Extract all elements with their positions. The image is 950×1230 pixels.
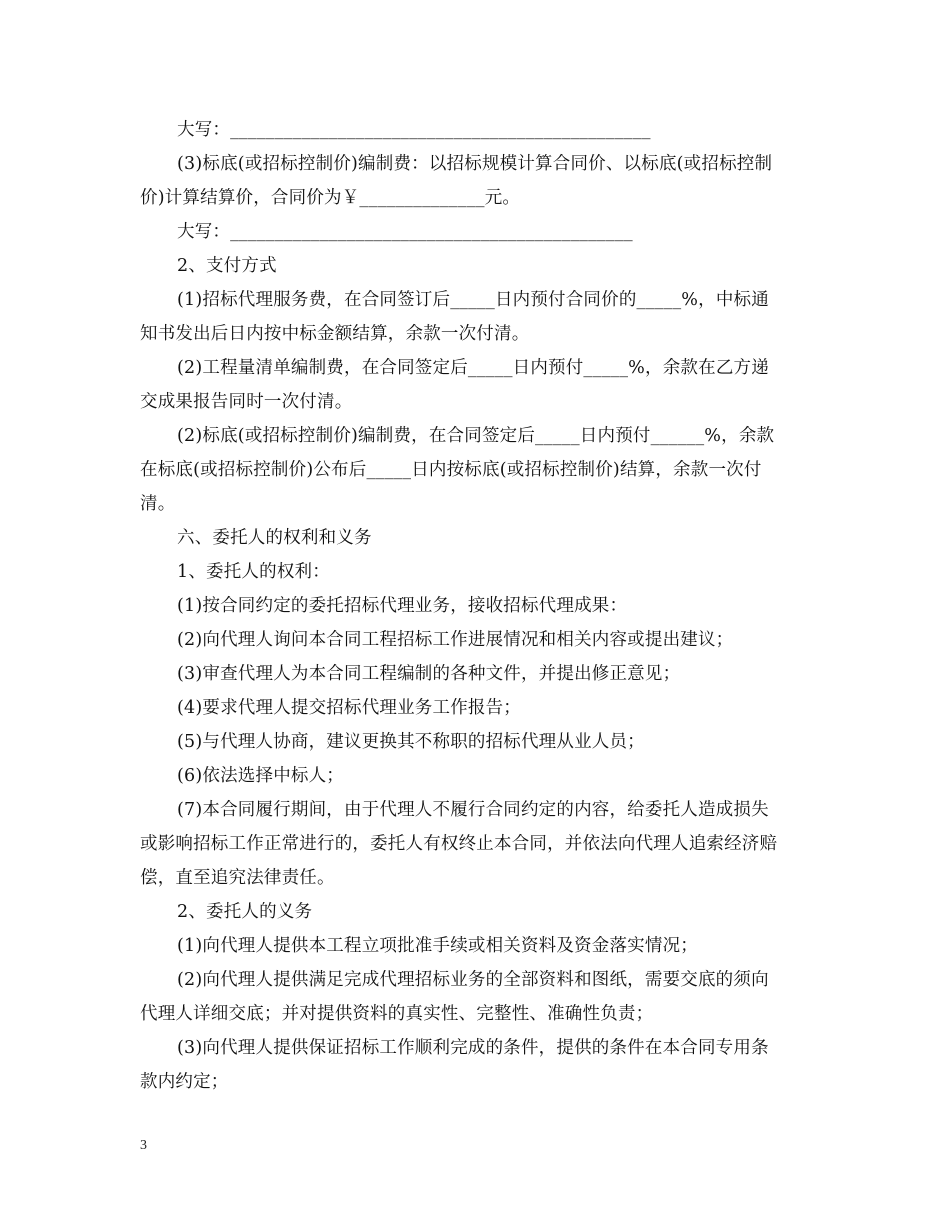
list-item: (2)向代理人提供满足完成代理招标业务的全部资料和图纸，需要交底的须向 xyxy=(177,970,769,990)
document-body xyxy=(140,113,812,1099)
text-line: (1)招标代理服务费，在合同签订后_____日内预付合同价的_____%，中标通 xyxy=(177,290,769,310)
text-line: 偿，直至追究法律责任。 xyxy=(140,868,335,888)
text-line: 在标底(或招标控制价)公布后_____日内按标底(或招标控制价)结算，余款一次付 xyxy=(140,460,762,480)
list-item: (6)依法选择中标人； xyxy=(177,766,344,786)
list-item: (1)按合同约定的委托招标代理业务，接收招标代理成果： xyxy=(177,596,628,616)
list-item: (5)与代理人协商，建议更换其不称职的招标代理从业人员； xyxy=(177,732,645,752)
text-line: 大写：_______________________________________________ xyxy=(177,120,651,140)
section-heading: 六、委托人的权利和义务 xyxy=(177,528,372,548)
list-item: (4)要求代理人提交招标代理业务工作报告； xyxy=(177,698,521,718)
text-line: 知书发出后日内按中标金额结算，余款一次付清。 xyxy=(140,324,530,344)
text-line: 或影响招标工作正常进行的，委托人有权终止本合同，并依法向代理人追索经济赔 xyxy=(140,834,778,854)
text-line: 大写：_____________________________________________ xyxy=(177,222,633,242)
page-number: 3 xyxy=(140,1138,147,1153)
list-item: (1)向代理人提供本工程立项批准手续或相关资料及资金落实情况； xyxy=(177,936,698,956)
text-line: (3)标底(或招标控制价)编制费：以招标规模计算合同价、以标底(或招标控制 xyxy=(177,154,773,174)
list-item: (3)审查代理人为本合同工程编制的各种文件，并提出修正意见； xyxy=(177,664,681,684)
text-line: 款内约定； xyxy=(140,1072,229,1092)
text-line: 清。 xyxy=(140,494,176,514)
section-heading: 2、支付方式 xyxy=(177,256,277,276)
list-item: (7)本合同履行期间，由于代理人不履行合同约定的内容，给委托人造成损失 xyxy=(177,800,769,820)
list-item: (3)向代理人提供保证招标工作顺利完成的条件，提供的条件在本合同专用条 xyxy=(177,1038,769,1058)
text-line: (2)标底(或招标控制价)编制费，在合同签定后_____日内预付______%，余款 xyxy=(177,426,775,446)
list-item: (2)向代理人询问本合同工程招标工作进展情况和相关内容或提出建议； xyxy=(177,630,734,650)
text-line: 价)计算结算价，合同价为￥______________元。 xyxy=(140,188,521,208)
text-line: (2)工程量清单编制费，在合同签定后_____日内预付_____%，余款在乙方递 xyxy=(177,358,769,378)
section-heading: 1、委托人的权利： xyxy=(177,562,330,582)
text-line: 代理人详细交底；并对提供资料的真实性、完整性、准确性负责； xyxy=(140,1004,654,1024)
text-line: 交成果报告同时一次付清。 xyxy=(140,392,353,412)
section-heading: 2、委托人的义务 xyxy=(177,902,313,922)
